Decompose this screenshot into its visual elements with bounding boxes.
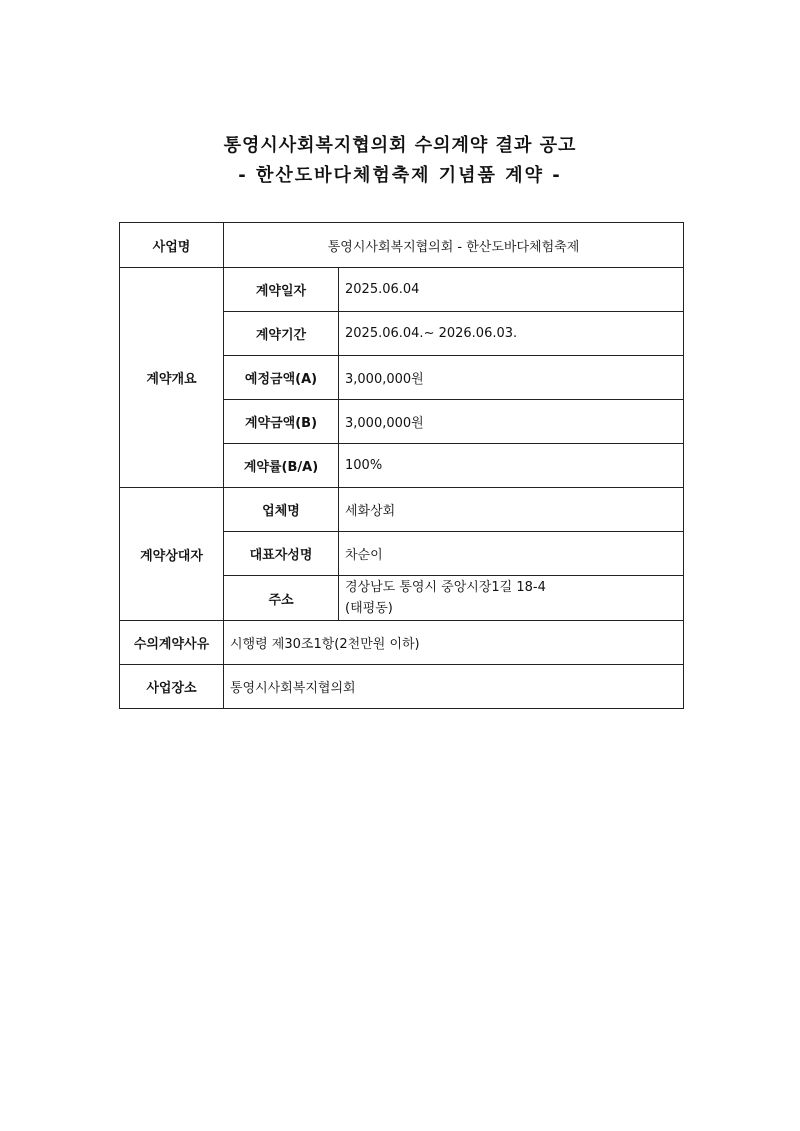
address-label: 주소 [224,576,339,621]
location-value: 통영시사회복지협의회 [224,665,684,709]
page-title: 통영시사회복지협의회 수의계약 결과 공고 [223,135,577,156]
page-subtitle: - 한산도바다체험축제 기념품 계약 - [238,165,562,186]
address-line-1: 경상남도 통영시 중앙시장1길 18-4 [345,580,546,595]
representative-value: 차순이 [339,532,684,576]
contract-result-table [119,222,684,709]
contract-amount-value: 3,000,000원 [339,400,684,444]
table-row [120,268,684,312]
counterparty-label: 계약상대자 [120,488,224,621]
company-label: 업체명 [224,488,339,532]
address-value [339,576,684,621]
contract-overview-label: 계약개요 [120,268,224,488]
contract-date-value: 2025.06.04 [339,268,684,312]
table-row [120,223,684,268]
estimated-amount-label: 예정금액(A) [224,356,339,400]
business-name-value: 통영시사회복지협의회 - 한산도바다체험축제 [224,223,684,268]
contract-date-label: 계약일자 [224,268,339,312]
contract-rate-value: 100% [339,444,684,488]
reason-value: 시행령 제30조1항(2천만원 이하) [224,621,684,665]
table-row [120,488,684,532]
reason-label: 수의계약사유 [120,621,224,665]
contract-rate-label: 계약률(B/A) [224,444,339,488]
estimated-amount-value: 3,000,000원 [339,356,684,400]
representative-label: 대표자성명 [224,532,339,576]
contract-amount-label: 계약금액(B) [224,400,339,444]
table-row [120,621,684,665]
table-row [120,665,684,709]
business-name-label: 사업명 [120,223,224,268]
address-line-2: (태평동) [345,601,393,616]
company-value: 세화상회 [339,488,684,532]
contract-period-value: 2025.06.04.~ 2026.06.03. [339,312,684,356]
contract-period-label: 계약기간 [224,312,339,356]
location-label: 사업장소 [120,665,224,709]
